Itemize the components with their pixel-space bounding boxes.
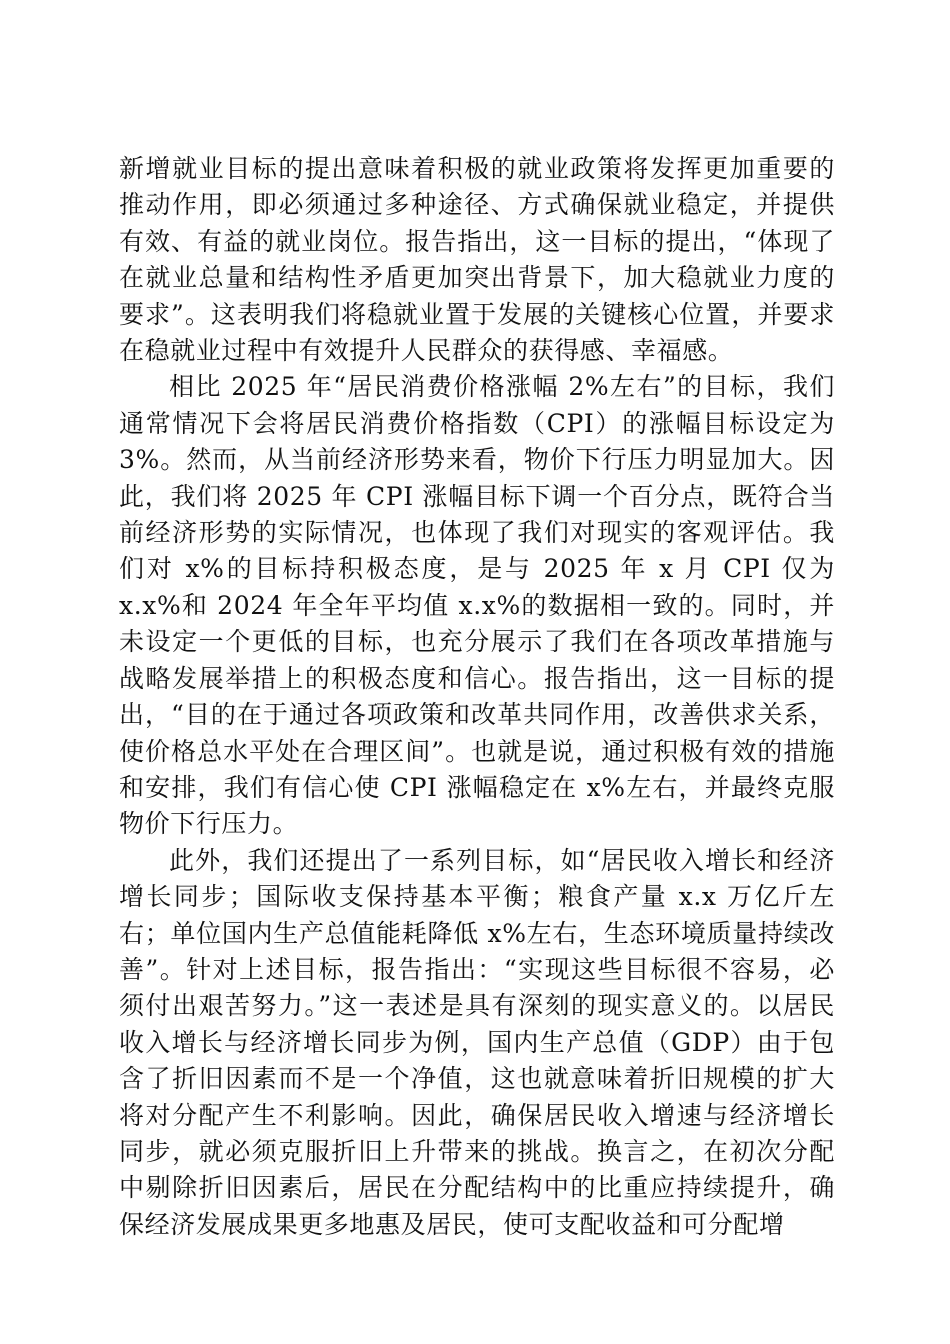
paragraph-employment: 新增就业目标的提出意味着积极的就业政策将发挥更加重要的推动作用，即必须通过多种途径、方式确保就业稳定，并提供有效、有益的就业岗位。报告指出，这一目标的提出，“体现了在就业总量和结构性矛盾更加突出背景下，加大稳就业力度的要求”。这表明我们将稳就业置于发展的关键核心位置，并要求在稳就业过程中有效提升人民群众的获得感、幸福感。 xyxy=(119,154,835,366)
paragraph-other-targets: 此外，我们还提出了一系列目标，如“居民收入增长和经济增长同步；国际收支保持基本平衡；粮食产量 x.x 万亿斤左右；单位国内生产总值能耗降低 x%左右，生态环境质量持续改善”。针对上述目标，报告指出：“实现这些目标很不容易，必须付出艰苦努力。”这一表述是具有深刻的现实意义的。以居民收入增长与经济增长同步为例，国内生产总值（GDP）由于包含了折旧因素而不是一个净值，这也就意味着折旧规模的扩大将对分配产生不利影响。因此，确保居民收入增速与经济增长同步，就必须克服折旧上升带来的挑战。换言之，在初次分配中剔除折旧因素后，居民在分配结构中的比重应持续提升，确保经济发展成果更多地惠及居民，使可支配收益和可分配增 xyxy=(119,845,835,1239)
body-text xyxy=(119,151,835,1243)
paragraph-cpi: 相比 2025 年“居民消费价格涨幅 2%左右”的目标，我们通常情况下会将居民消费价格指数（CPI）的涨幅目标设定为 3%。然而，从当前经济形势来看，物价下行压力明显加大。因此，我们将 2025 年 CPI 涨幅目标下调一个百分点，既符合当前经济形势的实际情况，也体现了我们对现实的客观评估。我们对 x%的目标持积极态度，是与 2025 年 x 月 CPI 仅为 x.x%和 2024 年全年平均值 x.x%的数据相一致的。同时，并未设定一个更低的目标，也充分展示了我们在各项改革措施与战略发展举措上的积极态度和信心。报告指出，这一目标的提出，“目的在于通过各项政策和改革共同作用，改善供求关系，使价格总水平处在合理区间”。也就是说，通过积极有效的措施和安排，我们有信心使 CPI 涨幅稳定在 x%左右，并最终克服物价下行压力。 xyxy=(119,372,835,839)
